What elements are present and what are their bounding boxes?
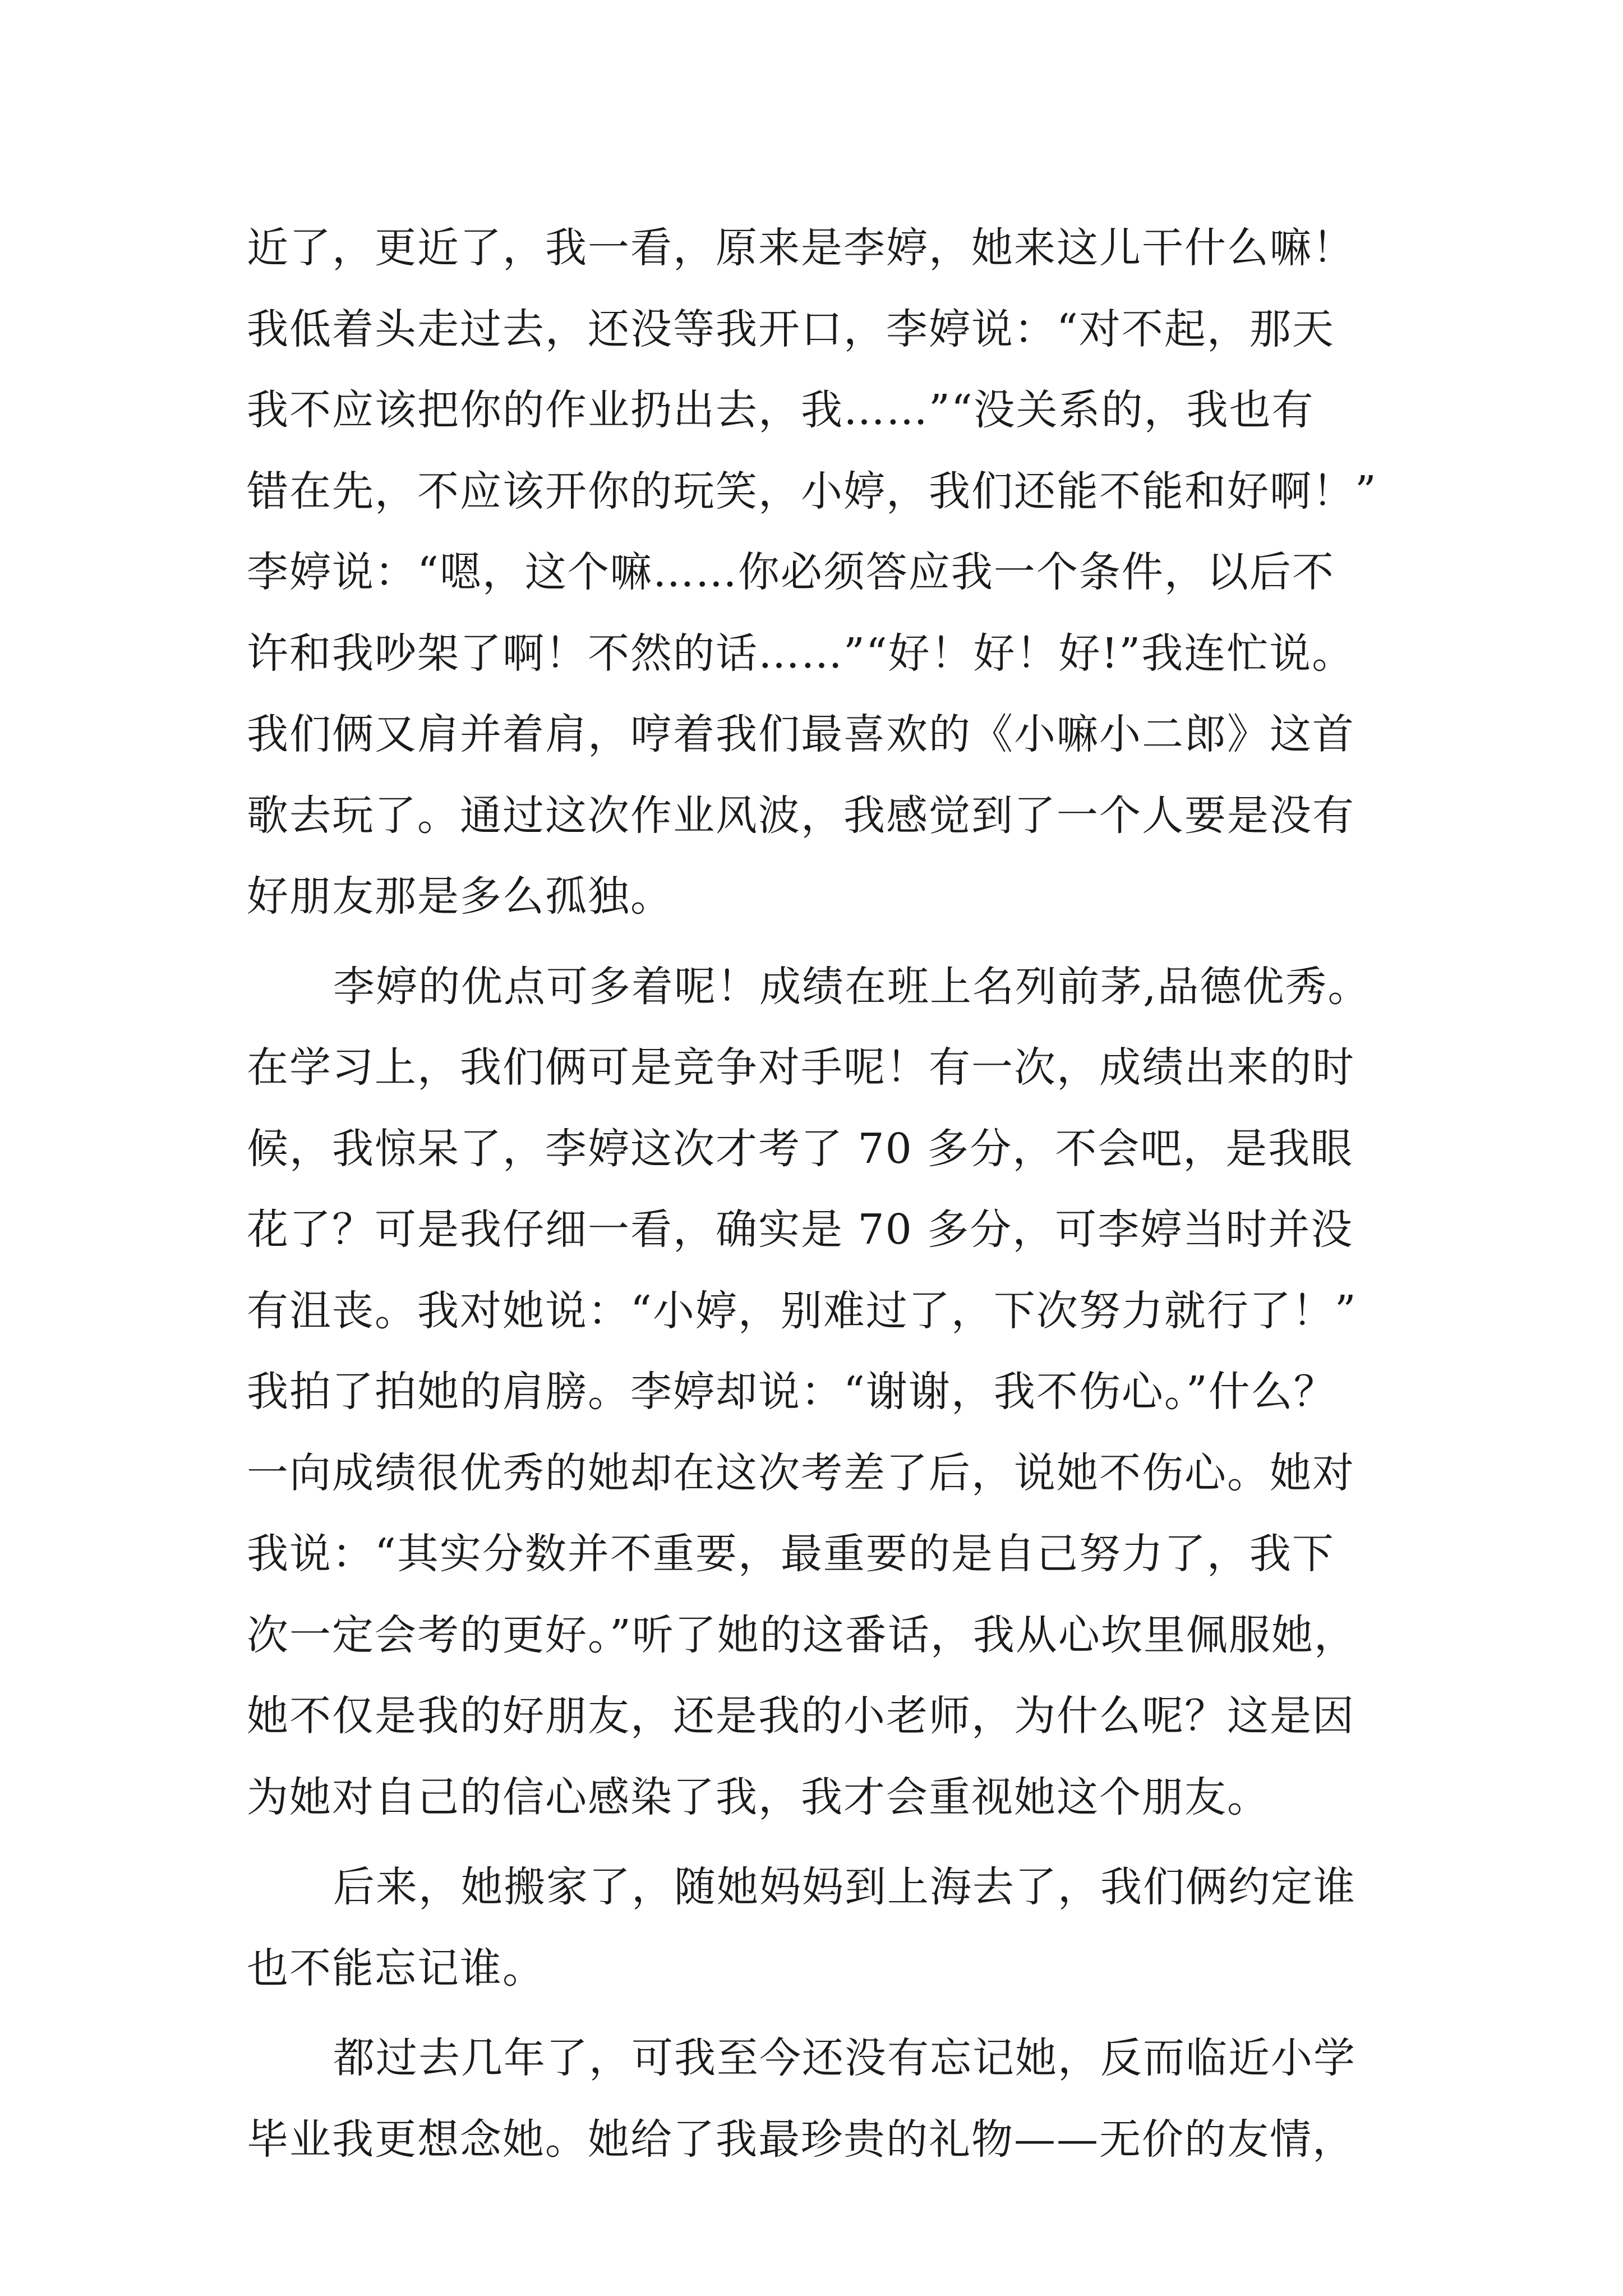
text-line-7: 我们俩又肩并着肩，哼着我们最喜欢的《小嘛小二郎》这首 (247, 710, 1355, 758)
text-line-18: 次一定会考的更好。”听了她的这番话，我从心坎里佩服她， (247, 1611, 1357, 1659)
text-line-15: 我拍了拍她的肩膀。李婷却说：“谢谢，我不伤心。”什么？ (247, 1368, 1336, 1416)
text-line-8: 歌去玩了。通过这次作业风波，我感觉到了一个人要是没有 (247, 791, 1355, 840)
text-line-16: 一向成绩很优秀的她却在这次考差了后，说她不伤心。她对 (247, 1448, 1355, 1497)
text-line-2: 我低着头走过去，还没等我开口，李婷说：“对不起，那天 (247, 305, 1335, 353)
paragraph-gap (247, 2009, 1380, 2018)
essay-text (247, 208, 1380, 2180)
text-line-13: 花了？可是我仔细一看，确实是 70 多分，可李婷当时并没 (247, 1205, 1354, 1254)
text-line-14: 有沮丧。我对她说：“小婷，别难过了，下次努力就行了！” (247, 1286, 1357, 1335)
text-line-5: 李婷说：“嗯，这个嘛……你必须答应我一个条件，以后不 (247, 548, 1335, 596)
text-line-20: 为她对自己的信心感染了我，我才会重视她这个朋友。 (247, 1773, 1270, 1821)
text-line-19: 她不仅是我的好朋友，还是我的小老师，为什么呢？这是因 (247, 1692, 1355, 1740)
text-line-1: 近了，更近了，我一看，原来是李婷，她来这儿干什么嘛！ (247, 224, 1355, 272)
text-line-21: 后来，她搬家了，随她妈妈到上海去了，我们俩约定谁 (333, 1863, 1356, 1911)
text-line-12: 候，我惊呆了，李婷这次才考了 70 多分，不会吧，是我眼 (247, 1124, 1354, 1173)
paragraph-gap (247, 937, 1380, 946)
text-line-9: 好朋友那是多么孤独。 (247, 872, 673, 921)
paragraph-gap (247, 1838, 1380, 1847)
text-line-11: 在学习上，我们俩可是竞争对手呢！有一次，成绩出来的时 (247, 1043, 1355, 1092)
text-line-22: 也不能忘记谁。 (247, 1944, 545, 1993)
text-line-17: 我说：“其实分数并不重要，最重要的是自己努力了，我下 (247, 1530, 1335, 1578)
text-line-4: 错在先，不应该开你的玩笑，小婷，我们还能不能和好啊！” (247, 467, 1377, 516)
text-line-6: 许和我吵架了啊！不然的话……”“好！好！好!”我连忙说。 (247, 629, 1355, 678)
text-line-3: 我不应该把你的作业扔出去，我……”“没关系的，我也有 (247, 386, 1315, 434)
text-line-10: 李婷的优点可多着呢！成绩在班上名列前茅,品德优秀。 (333, 962, 1371, 1011)
text-line-24: 毕业我更想念她。她给了我最珍贵的礼物——无价的友情， (247, 2115, 1355, 2164)
text-line-23: 都过去几年了，可我至今还没有忘记她，反而临近小学 (333, 2034, 1356, 2082)
